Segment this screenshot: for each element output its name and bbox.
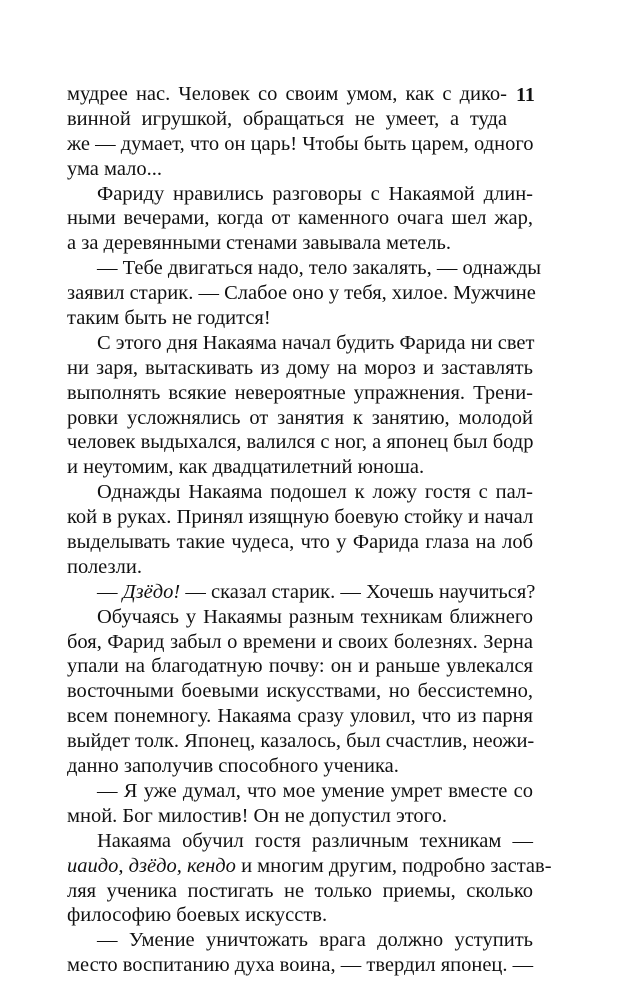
text-line: Обучаясь у Накаямы разным техникам ближнего: [97, 605, 533, 628]
text-fragment: — сказал старик. — Хочешь научиться?: [180, 580, 536, 603]
text-line: ровки усложнялись от занятия к занятию, молодой: [67, 406, 533, 429]
text-line: мудрее нас. Человек со своим умом, как с дико-: [67, 83, 507, 105]
italic-terms: иаидо, дзёдо, кендо: [67, 854, 236, 877]
text-line: С этого дня Накаяма начал будить Фарида ни свет: [97, 331, 535, 354]
text-line: ни заря, вытаскивать из дому на мороз и заставлять: [67, 356, 533, 379]
text-line: упали на благодатную почву: он и раньше увлекался: [67, 655, 533, 678]
page-number: 11: [516, 84, 535, 106]
text-line: Фариду нравились разговоры с Накаямой длин-: [97, 182, 533, 205]
text-line: [67, 854, 552, 879]
text-line: ными вечерами, когда от каменного очага шел жар,: [67, 207, 533, 230]
text-line: выделывать такие чудеса, что у Фарида глаза на лоб: [67, 531, 533, 554]
text-line: кой в руках. Принял изящную боевую стойку и начал: [67, 506, 534, 529]
text-fragment: и многим другим, подробно застав-: [235, 854, 552, 877]
text-line: философию боевых искусств.: [67, 904, 328, 927]
text-line: человек выдыхался, валился с ног, а японец был бодр: [67, 431, 534, 454]
text-line: восточными боевыми искусствами, но бессистемно,: [67, 680, 533, 703]
italic-term: Дзёдо!: [122, 580, 181, 603]
text-line: мной. Бог милостив! Он не допустил этого.: [67, 804, 447, 827]
text-line: данно заполучив способного ученика.: [67, 755, 399, 778]
text-line: — Тебе двигаться надо, тело закалять, — однажды: [97, 257, 542, 280]
text-line: и неутомим, как двадцатилетний юноша.: [67, 456, 425, 479]
text-fragment: —: [97, 580, 123, 603]
text-line: место воспитанию духа воина, — твердил японец. —: [67, 954, 534, 977]
text-line: ума мало...: [67, 157, 163, 180]
text-line: всем понемногу. Накаяма сразу уловил, что из парня: [67, 705, 533, 728]
text-line: Однажды Накаяма подошел к ложу гостя с пал-: [97, 481, 533, 504]
text-line: полезли.: [67, 555, 142, 578]
page-body: [67, 82, 552, 978]
text-line: выйдет толк. Японец, казалось, был счастлив, неожи-: [67, 730, 535, 753]
text-line: — Умение уничтожать врага должно уступить: [97, 929, 533, 952]
text-line: ляя ученика постигать не только приемы, сколько: [67, 879, 533, 902]
text-line: винной игрушкой, обращаться не умеет, а туда: [67, 107, 507, 130]
text-line: заявил старик. — Слабое оно у тебя, хилое. Мужчине: [67, 282, 536, 305]
text-line: выполнять всякие невероятные упражнения. Трени-: [67, 381, 533, 404]
text-line: — Я уже думал, что мое умение умрет вместе со: [97, 779, 533, 802]
text-line: таким быть не годится!: [67, 307, 271, 330]
text-line: Накаяма обучил гостя различным техникам —: [97, 829, 533, 852]
text-line: же — думает, что он царь! Чтобы быть царем, одного: [67, 132, 534, 155]
text-line: боя, Фарид забыл о времени и своих болезнях. Зерна: [67, 630, 533, 653]
text-line: [67, 580, 536, 605]
text-line: а за деревянными стенами завывала метель.: [67, 232, 451, 255]
